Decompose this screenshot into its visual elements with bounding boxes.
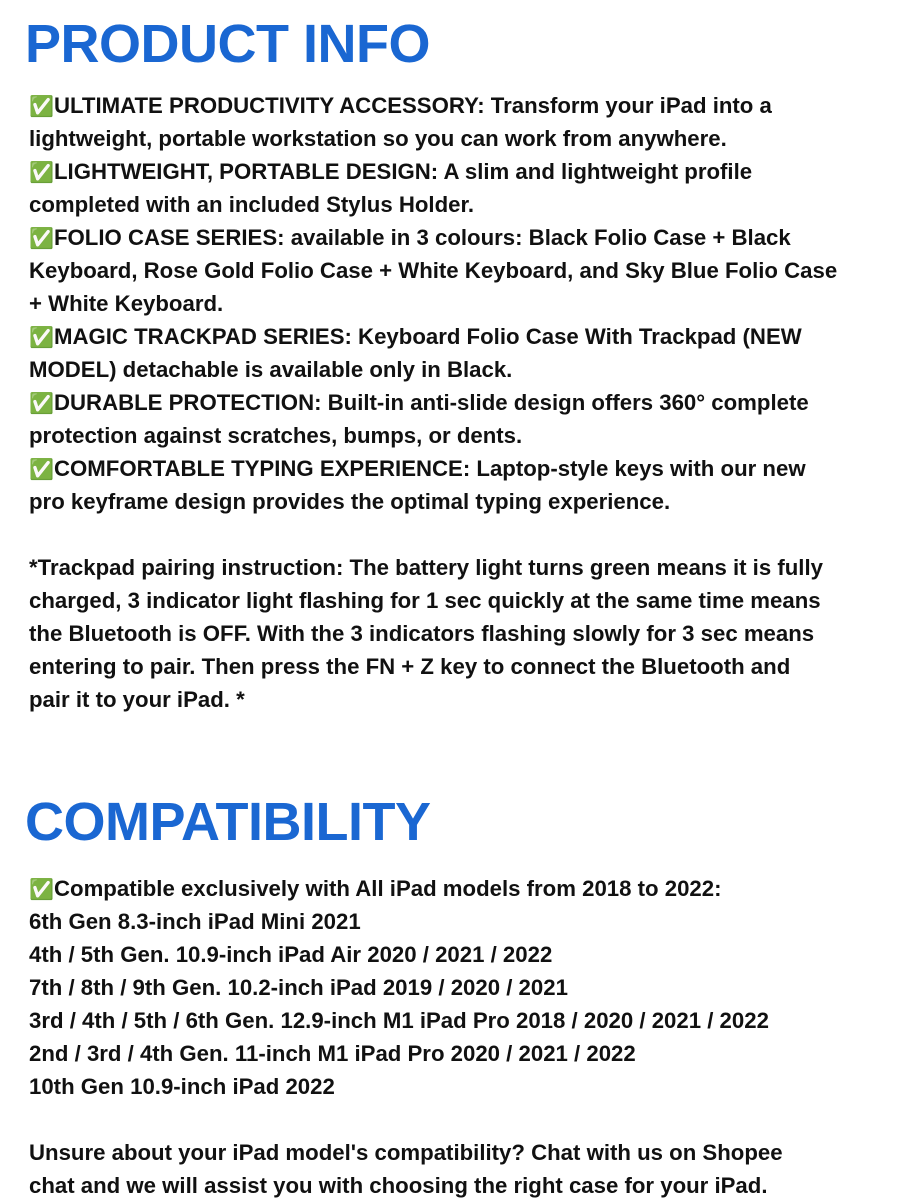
feature-line-1 bbox=[29, 89, 879, 122]
check-mark-icon: ✅ bbox=[29, 226, 54, 250]
pairing-line: *Trackpad pairing instruction: The battery light turns green means it is fully bbox=[29, 555, 823, 580]
check-mark-icon: ✅ bbox=[29, 94, 54, 118]
feature-line-13 bbox=[29, 485, 879, 518]
feature-line-8 bbox=[29, 320, 879, 353]
compatibility-intro bbox=[29, 872, 879, 905]
feature-text: protection against scratches, bumps, or dents. bbox=[29, 423, 523, 448]
feature-line-4 bbox=[29, 188, 879, 221]
compatibility-support-note bbox=[29, 1136, 879, 1202]
feature-line-3 bbox=[29, 155, 879, 188]
feature-text: completed with an included Stylus Holder. bbox=[29, 192, 475, 217]
product-info-heading: PRODUCT INFO bbox=[25, 14, 430, 74]
model-line: 2nd / 3rd / 4th Gen. 11-inch M1 iPad Pro 2020 / 2021 / 2022 bbox=[29, 1041, 636, 1066]
feature-text: FOLIO CASE SERIES: available in 3 colours: Black Folio Case + Black bbox=[54, 225, 791, 250]
feature-line-9 bbox=[29, 353, 879, 386]
support-line: Unsure about your iPad model's compatibility? Chat with us on Shopee bbox=[29, 1140, 783, 1165]
feature-text: COMFORTABLE TYPING EXPERIENCE: Laptop-style keys with our new bbox=[54, 456, 806, 481]
feature-line-10 bbox=[29, 386, 879, 419]
trackpad-pairing-instruction bbox=[29, 551, 879, 716]
model-line: 6th Gen 8.3-inch iPad Mini 2021 bbox=[29, 909, 361, 934]
feature-text: Keyboard, Rose Gold Folio Case + White Keyboard, and Sky Blue Folio Case bbox=[29, 258, 838, 283]
model-line: 7th / 8th / 9th Gen. 10.2-inch iPad 2019 / 2020 / 2021 bbox=[29, 975, 568, 1000]
feature-text: ULTIMATE PRODUCTIVITY ACCESSORY: Transform your iPad into a bbox=[54, 93, 772, 118]
check-mark-icon: ✅ bbox=[29, 325, 54, 349]
pairing-line: the Bluetooth is OFF. With the 3 indicators flashing slowly for 3 sec means bbox=[29, 621, 815, 646]
feature-text: lightweight, portable workstation so you can work from anywhere. bbox=[29, 126, 727, 151]
feature-line-11 bbox=[29, 419, 879, 452]
support-line: chat and we will assist you with choosing the right case for your iPad. bbox=[29, 1173, 768, 1198]
feature-line-7 bbox=[29, 287, 879, 320]
feature-text: pro keyframe design provides the optimal typing experience. bbox=[29, 489, 671, 514]
feature-text: MODEL) detachable is available only in Black. bbox=[29, 357, 513, 382]
feature-line-6 bbox=[29, 254, 879, 287]
feature-text: MAGIC TRACKPAD SERIES: Keyboard Folio Case With Trackpad (NEW bbox=[54, 324, 802, 349]
check-mark-icon: ✅ bbox=[29, 457, 54, 481]
feature-text: + White Keyboard. bbox=[29, 291, 224, 316]
feature-line-5 bbox=[29, 221, 879, 254]
check-mark-icon: ✅ bbox=[29, 160, 54, 184]
feature-text: LIGHTWEIGHT, PORTABLE DESIGN: A slim and lightweight profile bbox=[54, 159, 753, 184]
feature-line-12 bbox=[29, 452, 879, 485]
pairing-line: entering to pair. Then press the FN + Z key to connect the Bluetooth and bbox=[29, 654, 791, 679]
feature-text: DURABLE PROTECTION: Built-in anti-slide design offers 360° complete bbox=[54, 390, 809, 415]
model-line: 10th Gen 10.9-inch iPad 2022 bbox=[29, 1074, 335, 1099]
pairing-line: pair it to your iPad. * bbox=[29, 687, 245, 712]
check-mark-icon: ✅ bbox=[29, 391, 54, 415]
compatibility-intro-text: Compatible exclusively with All iPad models from 2018 to 2022: bbox=[54, 876, 722, 901]
feature-line-2 bbox=[29, 122, 879, 155]
compatibility-list bbox=[29, 872, 879, 1103]
model-line: 3rd / 4th / 5th / 6th Gen. 12.9-inch M1 iPad Pro 2018 / 2020 / 2021 / 2022 bbox=[29, 1008, 769, 1033]
compatibility-heading: COMPATIBILITY bbox=[25, 792, 431, 852]
model-line: 4th / 5th Gen. 10.9-inch iPad Air 2020 / 2021 / 2022 bbox=[29, 942, 553, 967]
pairing-line: charged, 3 indicator light flashing for 1 sec quickly at the same time means bbox=[29, 588, 821, 613]
check-mark-icon: ✅ bbox=[29, 877, 54, 901]
product-info-features bbox=[29, 89, 879, 518]
